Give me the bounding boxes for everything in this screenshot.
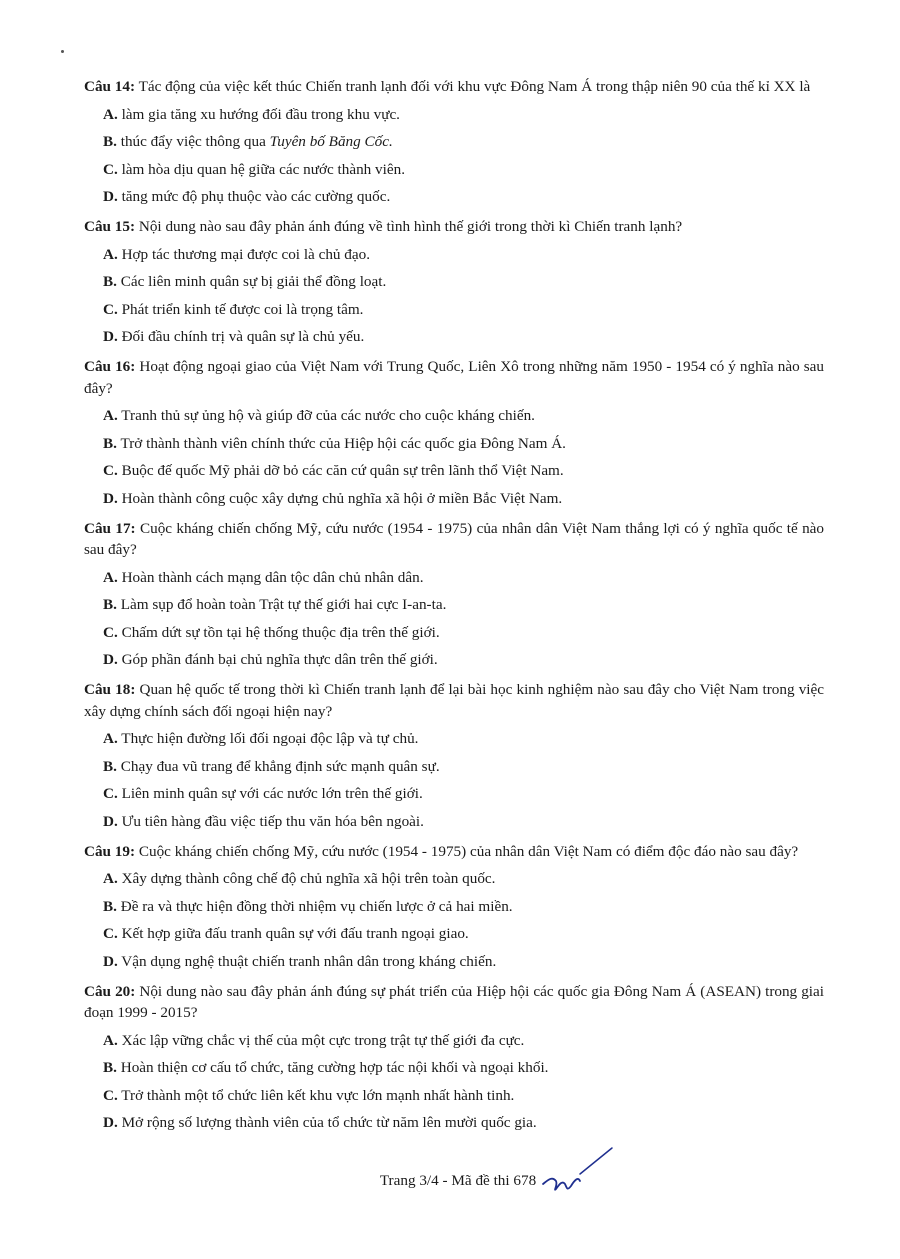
option-text: Hoàn thành công cuộc xây dựng chủ nghĩa xã hội ở miền Bắc Việt Nam. <box>121 489 563 507</box>
answer-option-c <box>103 1086 824 1105</box>
question-text: Nội dung nào sau đây phản ánh đúng về tình hình thế giới trong thời kì Chiến tranh lạnh? <box>138 218 683 235</box>
exam-page <box>84 76 824 1142</box>
option-key: A. <box>103 568 118 586</box>
answer-option-d <box>103 187 824 206</box>
question-text: Cuộc kháng chiến chống Mỹ, cứu nước (1954 - 1975) của nhân dân Việt Nam thắng lợi có ý nghĩa quốc tế nào sau đây? <box>84 519 825 558</box>
answer-option-d <box>103 650 824 669</box>
answer-option-a <box>103 245 824 264</box>
answer-option-c <box>103 924 824 943</box>
answer-option-a <box>103 406 824 425</box>
option-text: Góp phần đánh bại chủ nghĩa thực dân trên thế giới. <box>121 651 438 668</box>
answer-option-c <box>103 784 824 803</box>
answer-option-c <box>103 300 824 319</box>
answer-option-d <box>103 952 824 971</box>
question-15 <box>84 216 824 346</box>
question-text: Cuộc kháng chiến chống Mỹ, cứu nước (1954 - 1975) của nhân dân Việt Nam có điểm độc đáo nào sau đây? <box>138 842 799 860</box>
option-text: Xây dựng thành công chế độ chủ nghĩa xã hội trên toàn quốc. <box>121 870 496 887</box>
answer-option-a <box>103 568 824 587</box>
question-18 <box>84 679 824 831</box>
answer-option-c <box>103 160 824 179</box>
question-17 <box>84 518 824 670</box>
question-stem <box>84 679 824 722</box>
question-text: Quan hệ quốc tế trong thời kì Chiến tranh lạnh để lại bài học kinh nghiệm nào sau đây cho Việt Nam trong việc xây dựng chính sách đối ngoại hiện nay? <box>84 681 824 720</box>
option-text: Buộc đế quốc Mỹ phải dỡ bỏ các căn cứ quân sự trên lãnh thổ Việt Nam. <box>121 462 564 479</box>
answer-option-b <box>103 757 824 776</box>
option-key: B. <box>103 757 117 775</box>
question-stem <box>84 216 824 238</box>
option-text: Chấm dứt sự tồn tại hệ thống thuộc địa trên thế giới. <box>121 623 440 641</box>
option-text: Phát triển kinh tế được coi là trọng tâm. <box>121 300 364 318</box>
option-text: làm gia tăng xu hướng đối đầu trong khu vực. <box>121 105 400 123</box>
question-stem <box>84 981 824 1024</box>
answer-option-d <box>103 812 824 831</box>
question-label: Câu 15: <box>84 218 136 235</box>
option-key: D. <box>103 952 118 970</box>
answer-option-a <box>103 1031 824 1050</box>
option-key: D. <box>103 651 118 668</box>
option-key: D. <box>103 489 118 507</box>
option-text: Mở rộng số lượng thành viên của tổ chức từ năm lên mười quốc gia. <box>121 1114 537 1131</box>
question-16 <box>84 356 824 508</box>
option-text: Chạy đua vũ trang để khẳng định sức mạnh quân sự. <box>120 757 440 775</box>
answer-option-d <box>103 1113 824 1132</box>
answer-option-a <box>103 729 824 748</box>
option-italic-text: Tuyên bố Băng Cốc. <box>269 133 393 150</box>
option-text: Đối đầu chính trị và quân sự là chủ yếu. <box>121 328 365 345</box>
question-stem <box>84 76 824 98</box>
question-label: Câu 17: <box>84 519 136 537</box>
option-text: Hoàn thành cách mạng dân tộc dân chủ nhân dân. <box>121 568 424 586</box>
option-key: A. <box>103 407 118 424</box>
option-key: B. <box>103 1059 117 1076</box>
option-key: C. <box>103 785 118 802</box>
question-19 <box>84 841 824 971</box>
option-text: Xác lập vững chắc vị thế của một cực trong trật tự thế giới đa cực. <box>121 1031 525 1049</box>
option-key: B. <box>103 273 117 290</box>
answer-option-b <box>103 1058 824 1077</box>
answer-option-a <box>103 105 824 124</box>
answer-option-b <box>103 897 824 916</box>
option-text: tăng mức độ phụ thuộc vào các cường quốc. <box>121 188 391 205</box>
option-key: C. <box>103 462 118 479</box>
option-key: A. <box>103 1031 118 1049</box>
question-text: Nội dung nào sau đây phản ánh đúng sự phát triển của Hiệp hội các quốc gia Đông Nam Á (ASEAN) trong giai đoạn 1999 - 2015? <box>84 982 824 1021</box>
answer-option-b <box>103 595 824 614</box>
option-text: Đề ra và thực hiện đồng thời nhiệm vụ chiến lược ở cả hai miền. <box>120 897 513 915</box>
question-label: Câu 19: <box>84 842 136 860</box>
option-key: C. <box>103 1086 118 1104</box>
answer-option-d <box>103 489 824 508</box>
option-key: C. <box>103 160 118 178</box>
option-key: A. <box>103 730 118 747</box>
answer-option-b <box>103 132 824 151</box>
option-text: Kết hợp giữa đấu tranh quân sự với đấu tranh ngoại giao. <box>121 925 469 942</box>
question-label: Câu 18: <box>84 681 136 698</box>
question-label: Câu 16: <box>84 358 136 375</box>
question-label: Câu 20: <box>84 982 136 1000</box>
option-key: A. <box>103 870 118 887</box>
option-text: thúc đẩy việc thông qua <box>120 133 270 150</box>
option-text: Trở thành một tổ chức liên kết khu vực lớn mạnh nhất hành tinh. <box>121 1086 515 1104</box>
option-key: B. <box>103 897 117 915</box>
question-stem <box>84 356 824 399</box>
question-stem <box>84 518 824 561</box>
option-text: Ưu tiên hàng đầu việc tiếp thu văn hóa bên ngoài. <box>121 812 424 830</box>
answer-option-c <box>103 461 824 480</box>
option-key: B. <box>103 133 117 150</box>
option-text: Thực hiện đường lối đối ngoại độc lập và tự chủ. <box>121 730 419 747</box>
page-footer <box>0 1172 900 1190</box>
option-key: A. <box>103 105 118 123</box>
footer-text: Trang 3/4 - Mã đề thi 678 <box>379 1172 537 1189</box>
option-key: A. <box>103 245 118 263</box>
answer-option-d <box>103 327 824 346</box>
option-key: D. <box>103 1114 118 1131</box>
scan-speck <box>61 50 64 53</box>
option-key: C. <box>103 300 118 318</box>
question-20 <box>84 981 824 1133</box>
option-text: Vận dụng nghệ thuật chiến tranh nhân dân trong kháng chiến. <box>121 952 497 970</box>
option-key: D. <box>103 812 118 830</box>
question-label: Câu 14: <box>84 78 136 95</box>
option-text: Hợp tác thương mại được coi là chủ đạo. <box>121 245 371 263</box>
question-14 <box>84 76 824 206</box>
answer-option-a <box>103 869 824 888</box>
question-text: Tác động của việc kết thúc Chiến tranh lạnh đối với khu vực Đông Nam Á trong thập niên 90 của thế kỉ XX là <box>138 78 811 95</box>
option-key: C. <box>103 623 118 641</box>
answer-option-b <box>103 272 824 291</box>
option-text: Hoàn thiện cơ cấu tổ chức, tăng cường hợp tác nội khối và ngoại khối. <box>120 1059 549 1076</box>
option-text: Trở thành thành viên chính thức của Hiệp hội các quốc gia Đông Nam Á. <box>120 434 566 452</box>
option-key: C. <box>103 925 118 942</box>
option-text: làm hòa dịu quan hệ giữa các nước thành viên. <box>121 160 405 178</box>
option-key: D. <box>103 188 118 205</box>
option-text: Liên minh quân sự với các nước lớn trên thế giới. <box>121 785 423 802</box>
answer-option-c <box>103 623 824 642</box>
question-text: Hoạt động ngoại giao của Việt Nam với Trung Quốc, Liên Xô trong những năm 1950 - 1954 có ý nghĩa nào sau đây? <box>84 358 824 397</box>
question-stem <box>84 841 824 863</box>
option-key: B. <box>103 596 117 613</box>
option-key: D. <box>103 328 118 345</box>
option-text: Tranh thủ sự ủng hộ và giúp đỡ của các nước cho cuộc kháng chiến. <box>121 407 535 424</box>
option-text: Làm sụp đổ hoàn toàn Trật tự thế giới hai cực I-an-ta. <box>120 596 447 613</box>
option-text: Các liên minh quân sự bị giải thể đồng loạt. <box>120 273 387 290</box>
option-key: B. <box>103 434 117 452</box>
answer-option-b <box>103 434 824 453</box>
handwritten-signature <box>540 1140 615 1200</box>
